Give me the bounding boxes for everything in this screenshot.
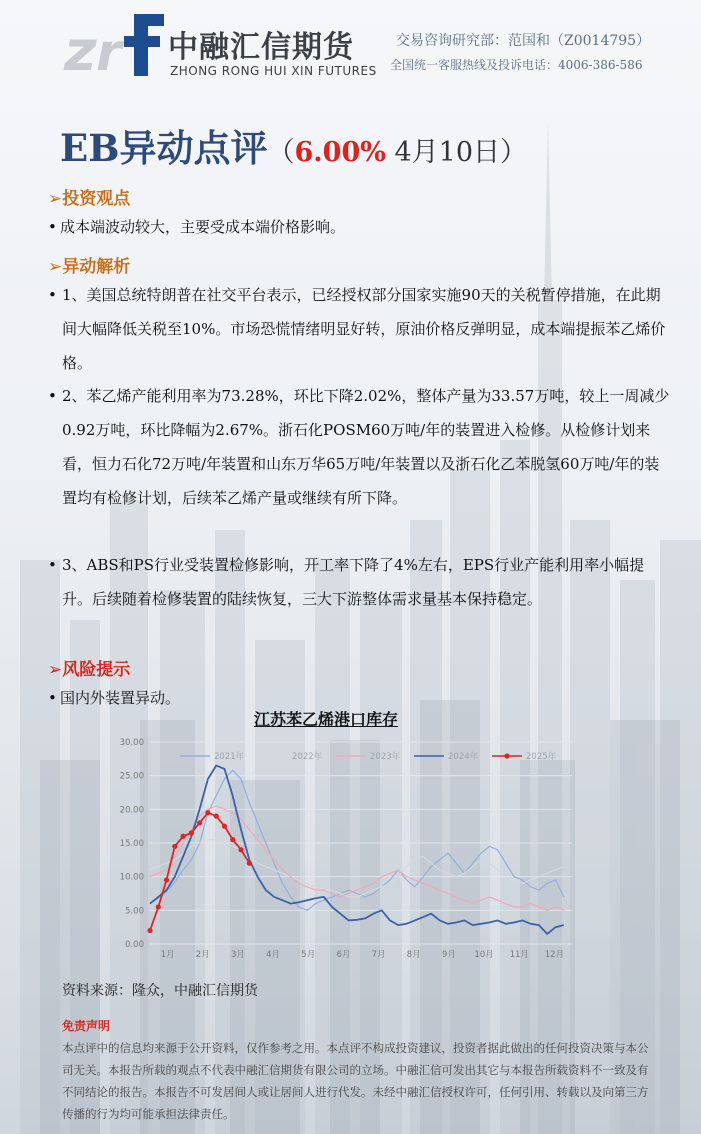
- x-tick-label: 9月: [441, 950, 456, 960]
- series-line: [150, 806, 564, 910]
- contact-hotline: 全国统一客服热线及投诉电话：4006-386-586: [390, 58, 643, 72]
- legend-label: 2021年: [214, 752, 245, 762]
- x-tick-label: 5月: [301, 950, 316, 960]
- arrow-icon: ➢: [48, 257, 63, 277]
- bullet-text: 国内外装置异动。: [60, 689, 181, 707]
- x-tick-label: 3月: [230, 950, 245, 960]
- bullet-icon: •: [48, 286, 57, 304]
- list-item: [48, 210, 670, 244]
- y-tick-label: 25.00: [119, 771, 144, 782]
- y-tick-label: 10.00: [119, 872, 144, 883]
- y-tick-label: 0.00: [125, 940, 144, 950]
- legend-label: 2025年: [526, 752, 557, 762]
- x-tick-label: 6月: [336, 950, 351, 960]
- data-point: [222, 824, 227, 829]
- svg-text:r: r: [96, 23, 122, 80]
- x-tick-label: 12月: [544, 950, 565, 960]
- data-point: [197, 820, 202, 825]
- bullet-text: 成本端波动较大，主要受成本端价格影响。: [60, 218, 346, 236]
- y-tick-label: 20.00: [119, 805, 144, 816]
- section-investment-view: [48, 184, 130, 209]
- x-tick-label: 10月: [474, 950, 494, 960]
- data-point: [205, 810, 210, 815]
- y-tick-label: 5.00: [125, 906, 144, 917]
- x-tick-label: 7月: [371, 950, 386, 960]
- legend-marker: [504, 753, 509, 758]
- chart-title: 江苏苯乙烯港口库存: [254, 710, 399, 729]
- x-tick-label: 8月: [406, 950, 421, 960]
- section-heading: 异动解析: [62, 257, 131, 277]
- arrow-icon: ➢: [48, 189, 63, 209]
- bullet-icon: •: [48, 387, 57, 405]
- bullet-text: 1、美国总统特朗普在社交平台表示，已经授权部分国家实施90天的关税暂停措施，在此期间大幅降低关税至10%。市场恐慌情绪明显好转，原油价格反弹明显，成本端提振苯乙烯价格。: [62, 286, 666, 372]
- data-point: [164, 877, 169, 882]
- x-tick-label: 1月: [160, 950, 175, 960]
- legend-label: 2023年: [370, 752, 401, 762]
- inventory-line-chart: [112, 730, 582, 970]
- data-point: [230, 837, 235, 842]
- data-point: [156, 904, 161, 909]
- y-tick-label: 30.00: [119, 738, 144, 748]
- disclaimer-title: 免责声明: [62, 1019, 111, 1033]
- title-main: EB异动点评: [60, 126, 268, 170]
- company-logo: [62, 8, 182, 80]
- data-point: [247, 861, 252, 866]
- x-tick-label: 2月: [195, 950, 210, 960]
- disclaimer-text: 本点评中的信息均来源于公开资料，仅作参考之用。本点评不构成投资建议，投资者据此做出的任何投资决策与本公司无关。本报告所载的观点不代表中融汇信期货有限公司的立场。中融汇信可发出其它与本报告所载资料不一致及有不同结论的报告。本报告不可发居间人或让居间人进行代发。未经中融汇信授权许可，任何引用、转载以及向第三方传播的行为均可能承担法律责任。: [62, 1041, 649, 1121]
- data-point: [238, 847, 243, 852]
- series-line: [150, 770, 564, 910]
- bullet-text: 2、苯乙烯产能利用率为73.28%，环比下降2.02%，整体产量为33.57万吨，较上一周减少0.92万吨，环比降幅为2.67%。浙石化POSM60万吨/年的装置进入检修。从检修计划来看，恒力石化72万吨/年装置和山东万华65万吨/年装置以及浙石化乙苯脱氢60万吨/年的装置均有检修计划，后续苯乙烯产量或继续有所下降。: [62, 387, 670, 507]
- bullet-icon: •: [48, 556, 57, 574]
- page-title: [60, 118, 527, 172]
- bullet-icon: •: [48, 689, 57, 707]
- section-analysis: [48, 252, 130, 277]
- list-item: [48, 278, 670, 380]
- data-point: [147, 928, 152, 933]
- contact-analyst: 交易咨询研究部：范国和（Z0014795）: [396, 33, 651, 49]
- series-line: [150, 813, 249, 931]
- title-date: 4月10日）: [385, 137, 528, 168]
- x-tick-label: 11月: [509, 950, 529, 960]
- data-point: [180, 834, 185, 839]
- legend-label: 2022年: [292, 752, 323, 762]
- section-risk: [48, 655, 130, 680]
- section-heading: 风险提示: [62, 660, 131, 680]
- title-percent: 6.00%: [294, 137, 386, 168]
- series-line: [150, 766, 564, 934]
- data-source: 资料来源：隆众，中融汇信期货: [62, 983, 258, 999]
- bullet-icon: •: [48, 218, 57, 236]
- logo-text-en: ZHONG RONG HUI XIN FUTURES: [170, 64, 377, 78]
- list-item: [48, 548, 670, 616]
- data-point: [189, 830, 194, 835]
- section-heading: 投资观点: [62, 189, 131, 209]
- title-paren: （: [267, 137, 295, 168]
- bullet-text: 3、ABS和PS行业受装置检修影响，开工率下降了4%左右，EPS行业产能利用率小幅提升。后续随着检修装置的陆续恢复，三大下游整体需求量基本保持稳定。: [62, 556, 645, 608]
- legend-label: 2024年: [448, 752, 479, 762]
- svg-text:z: z: [64, 19, 97, 80]
- logo-text-cn: 中融汇信期货: [168, 30, 354, 65]
- data-point: [214, 813, 219, 818]
- x-tick-label: 4月: [266, 950, 281, 960]
- series-line: [150, 840, 564, 897]
- arrow-icon: ➢: [48, 660, 63, 680]
- y-tick-label: 15.00: [119, 839, 144, 849]
- list-item: [48, 379, 670, 515]
- data-point: [172, 844, 177, 849]
